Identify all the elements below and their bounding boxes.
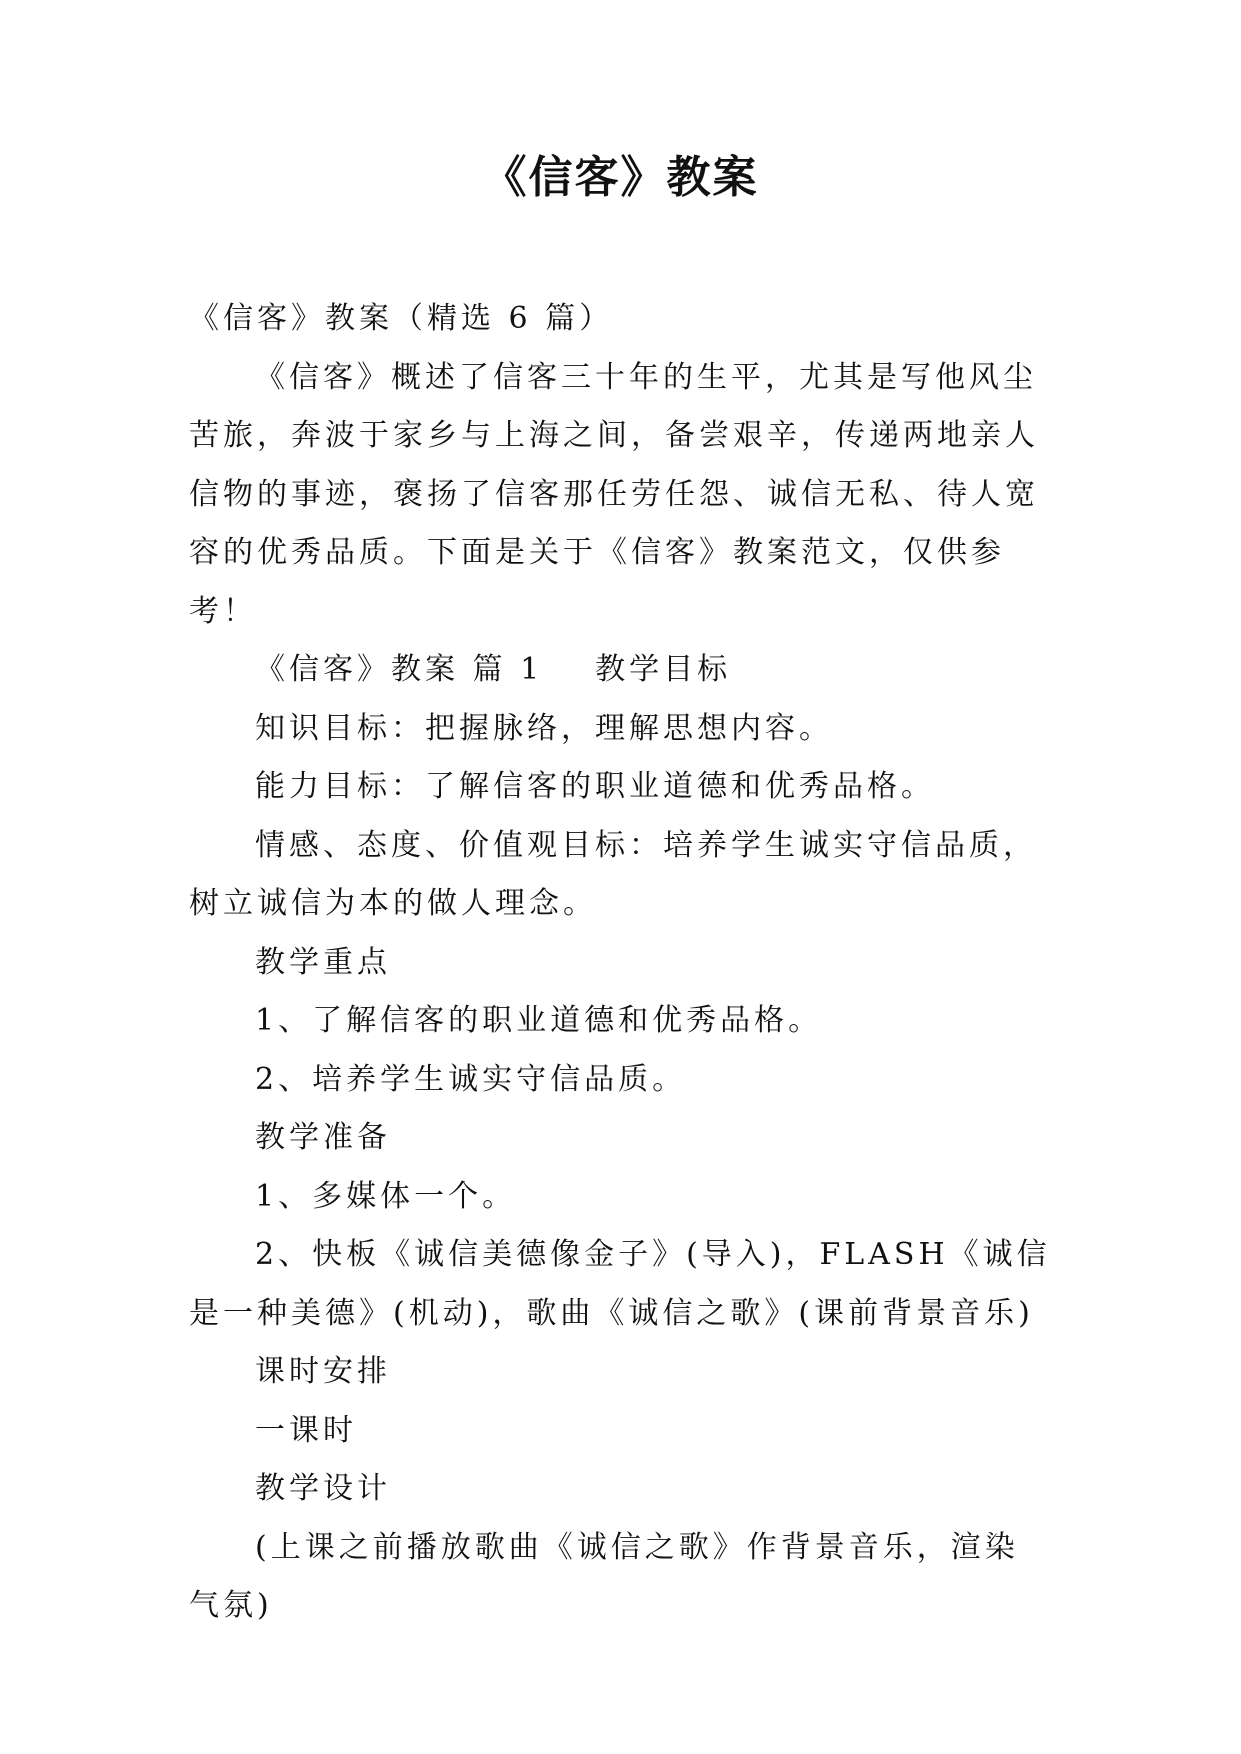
emotion-goal: 情感、态度、价值观目标：培养学生诚实守信品质，树立诚信为本的做人理念。 — [189, 827, 1037, 921]
section-heading-line — [189, 641, 1051, 700]
intro-paragraph: 《信客》概述了信客三十年的生平，尤其是写他风尘苦旅，奔波于家乡与上海之间，备尝艰辛，传递两地亲人信物的事迹，褒扬了信客那任劳任怨、诚信无私、待人宽容的优秀品质。下面是关于《信客》教案范文，仅供参考！ — [189, 359, 1039, 629]
document-body — [189, 290, 1051, 1636]
section-subheading: 教学目标 — [595, 652, 732, 687]
ability-goal: 能力目标：了解信客的职业道德和优秀品格。 — [255, 769, 935, 804]
document-subtitle: 《信客》教案（精选 6 篇） — [189, 301, 614, 336]
heading-key-points: 教学重点 — [255, 944, 391, 980]
heading-preparation: 教学准备 — [255, 1120, 391, 1155]
knowledge-goal: 知识目标：把握脉络，理解思想内容。 — [255, 710, 833, 746]
preparation-1: 1、多媒体一个。 — [255, 1178, 517, 1214]
heading-design: 教学设计 — [255, 1471, 391, 1506]
key-point-1: 1、了解信客的职业道德和优秀品格。 — [255, 1003, 823, 1038]
schedule-value: 一课时 — [255, 1412, 357, 1448]
preparation-2: 2、快板《诚信美德像金子》(导入)，FLASH《诚信是一种美德》(机动)，歌曲《诚信之歌》(课前背景音乐) — [189, 1237, 1051, 1331]
key-point-2: 2、培养学生诚实守信品质。 — [255, 1061, 687, 1097]
section-heading: 《信客》教案 篇 1 — [255, 652, 544, 687]
document-title: 《信客》教案 — [482, 152, 759, 203]
heading-schedule: 课时安排 — [255, 1354, 391, 1389]
design-note: (上课之前播放歌曲《诚信之歌》作背景音乐，渲染气氛) — [189, 1529, 1019, 1623]
